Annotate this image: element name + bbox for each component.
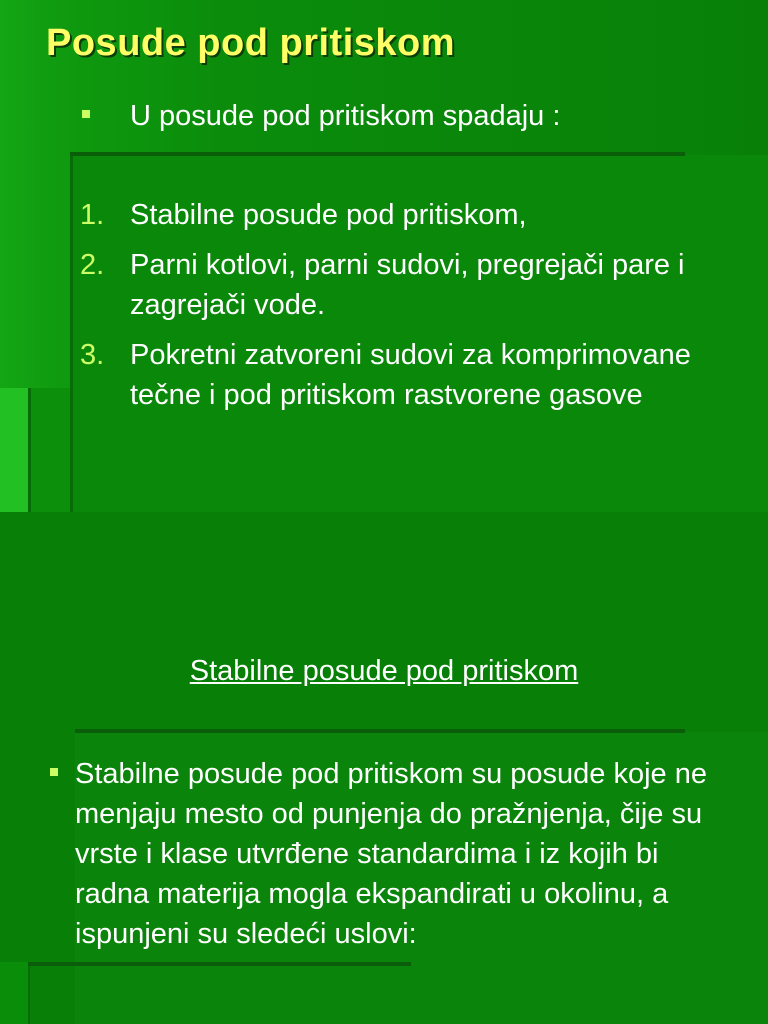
list-item-2 (80, 245, 720, 325)
background-panel-left (0, 962, 30, 1024)
slide-title: Posude pod pritiskom (46, 22, 456, 64)
divider-line (75, 729, 685, 733)
intro-text: U posude pod pritiskom spadaju : (130, 100, 561, 132)
slide-2 (0, 512, 768, 1024)
background-panel-left (28, 388, 70, 512)
square-bullet-icon (50, 768, 58, 776)
body-text: Stabilne posude pod pritiskom su posude koje ne menjaju mesto od punjenja do pražnjenja, čije su vrste i klase utvrđene standardima i iz kojih bi radna materija mogla ekspandirati u okolinu, a ispunjeni su sledeći uslovi: (75, 758, 707, 950)
body-bullet (50, 754, 730, 954)
list-number: 1. (80, 199, 105, 231)
square-bullet-icon (82, 110, 90, 118)
background-accent-bar (0, 388, 28, 512)
divider-line (70, 152, 685, 156)
list-number: 3. (80, 339, 105, 371)
divider-line-lower (28, 962, 411, 966)
list-number: 2. (80, 249, 105, 281)
list-text: Stabilne posude pod pritiskom, (130, 199, 527, 231)
list-item-3 (80, 335, 720, 415)
list-item-1 (80, 195, 720, 235)
list-text: Pokretni zatvoreni sudovi za komprimovane tečne i pod pritiskom rastvorene gasove (130, 339, 691, 411)
section-heading: Stabilne posude pod pritiskom (189, 655, 579, 687)
list-text: Parni kotlovi, parni sudovi, pregrejači pare i zagrejači vode. (130, 249, 685, 321)
intro-bullet (82, 96, 560, 136)
